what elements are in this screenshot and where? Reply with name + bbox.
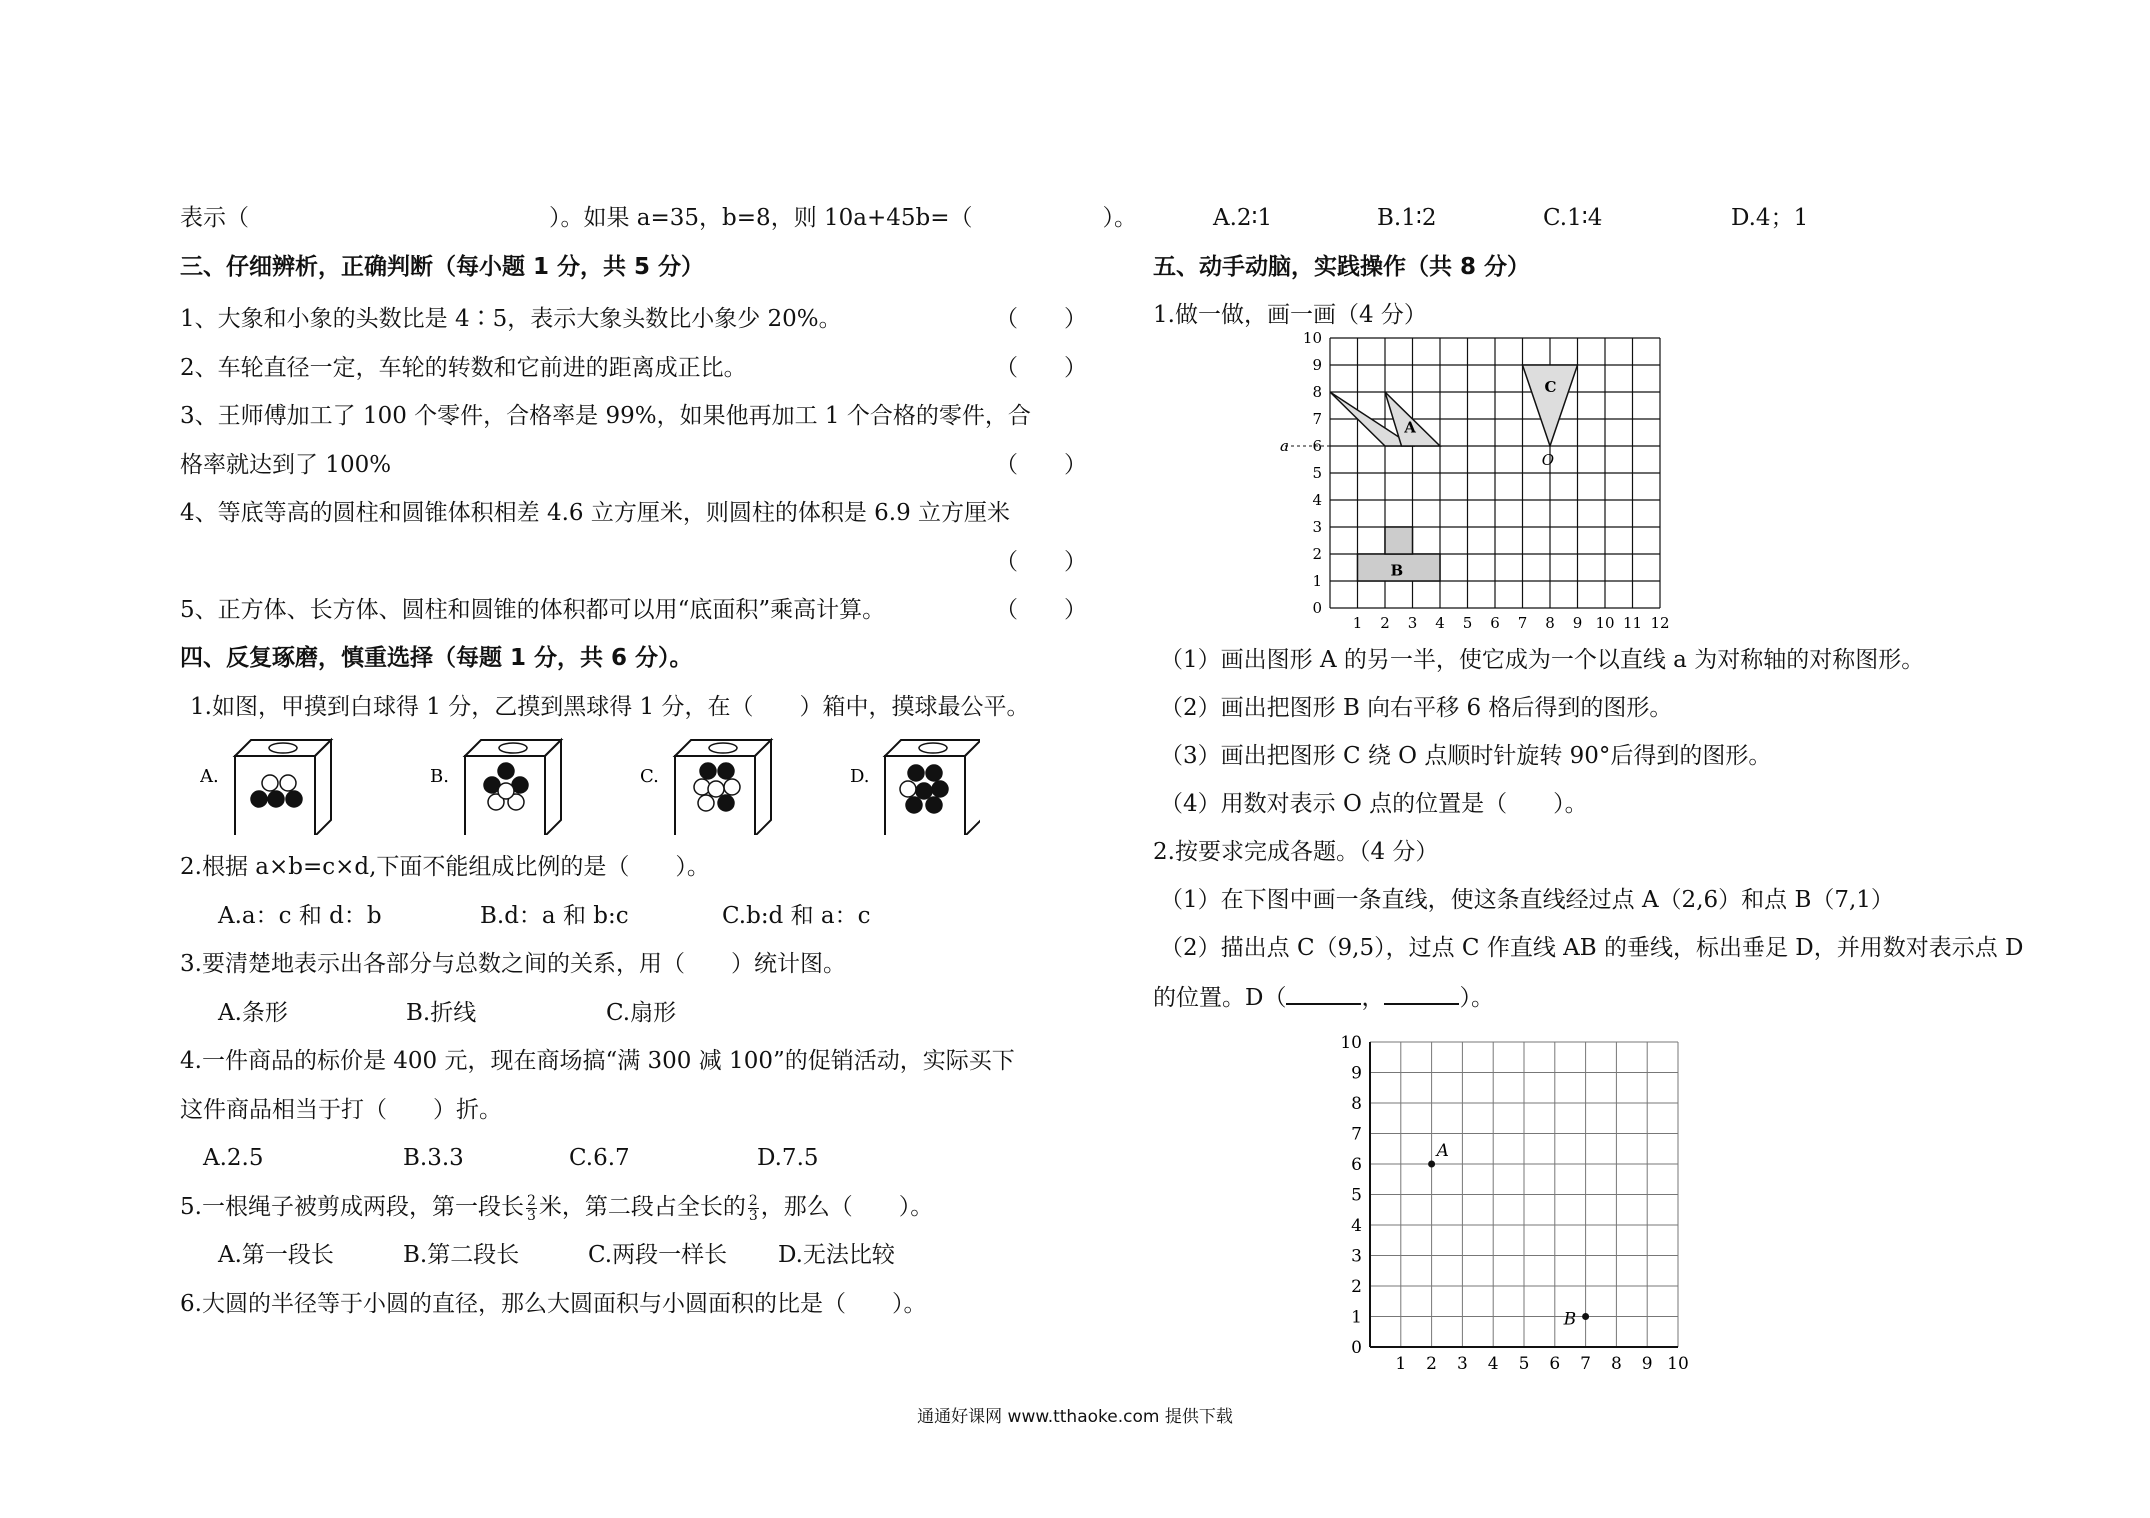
text: ）。 bbox=[1459, 985, 1494, 1011]
s3-q3a: 3、王师傅加工了 100 个零件，合格率是 99%，如果他再加工 1 个合格的零件，合 bbox=[180, 403, 1031, 429]
x-tick-label: 2 bbox=[1380, 614, 1390, 632]
black-ball bbox=[926, 765, 942, 781]
option-b[interactable]: B.折线 bbox=[406, 1000, 477, 1026]
label-B: B bbox=[1390, 561, 1404, 580]
black-ball bbox=[926, 797, 942, 813]
white-ball bbox=[724, 779, 740, 795]
y-tick-label: 8 bbox=[1312, 383, 1322, 401]
option-d[interactable]: D.无法比较 bbox=[778, 1242, 895, 1268]
option-b[interactable]: B.1∶2 bbox=[1377, 205, 1437, 231]
text: ）。如果 a=35，b=8，则 10a+45b=（ bbox=[549, 205, 973, 231]
fraction-numerator: 2 bbox=[748, 1192, 758, 1209]
s3-q4a: 4、等底等高的圆柱和圆锥体积相差 4.6 立方厘米，则圆柱的体积是 6.9 立方厘米 bbox=[180, 500, 1011, 526]
black-ball bbox=[286, 791, 302, 807]
ball-boxes-figure bbox=[200, 720, 980, 835]
black-ball bbox=[718, 763, 734, 779]
fraction-denominator: 3 bbox=[748, 1207, 758, 1224]
x-tick-label: 2 bbox=[1426, 1354, 1438, 1374]
y-tick-label: 4 bbox=[1312, 491, 1322, 509]
x-tick-label: 9 bbox=[1572, 614, 1583, 632]
s3-q3-answer[interactable]: （ ） bbox=[995, 452, 1087, 478]
s4-q1: 1.如图，甲摸到白球得 1 分，乙摸到黑球得 1 分，在（ ）箱中，摸球最公平。 bbox=[190, 694, 1030, 720]
option-a[interactable]: A.a：c 和 d：b bbox=[218, 903, 382, 929]
x-tick-label: 6 bbox=[1549, 1354, 1561, 1374]
s4-q5-options bbox=[218, 1240, 895, 1270]
y-tick-label: 5 bbox=[1351, 1185, 1362, 1206]
box-label: A. bbox=[200, 766, 219, 787]
point-B bbox=[1582, 1313, 1589, 1320]
label-point-B: B bbox=[1563, 1309, 1577, 1330]
s5-part2-title: 2.按要求完成各题。（4 分） bbox=[1153, 839, 1439, 865]
x-tick-label: 4 bbox=[1435, 614, 1445, 632]
s4-q4a: 4.一件商品的标价是 400 元，现在商场搞“满 300 减 100”的促销活动，实际买下 bbox=[180, 1048, 1015, 1074]
x-tick-label: 7 bbox=[1517, 614, 1528, 632]
box-label: B. bbox=[430, 766, 449, 787]
x-tick-label: 4 bbox=[1487, 1354, 1499, 1374]
box-opening bbox=[269, 743, 297, 753]
section4-title: 四、反复琢磨，慎重选择（每题 1 分，共 6 分）。 bbox=[180, 645, 693, 671]
x-tick-label: 9 bbox=[1641, 1354, 1653, 1374]
s3-q5-answer[interactable]: （ ） bbox=[995, 597, 1087, 623]
white-ball bbox=[262, 775, 278, 791]
s4-q4-options bbox=[203, 1143, 819, 1173]
s3-q1-answer[interactable]: （ ） bbox=[995, 306, 1087, 332]
s5-p1-item4: （4）用数对表示 O 点的位置是（ ）。 bbox=[1160, 791, 1588, 817]
black-ball bbox=[908, 765, 924, 781]
y-tick-label: 6 bbox=[1351, 1155, 1362, 1175]
option-c[interactable]: C.扇形 bbox=[606, 1000, 677, 1026]
fraction bbox=[526, 1194, 537, 1223]
s4-q6: 6.大圆的半径等于小圆的直径，那么大圆面积与小圆面积的比是（ ）。 bbox=[180, 1291, 927, 1317]
option-c[interactable]: C.b:d 和 a：c bbox=[722, 903, 871, 929]
option-c[interactable]: C.两段一样长 bbox=[588, 1242, 728, 1268]
box-side bbox=[545, 740, 561, 835]
y-tick-label: 0 bbox=[1351, 1338, 1362, 1358]
s3-q1 bbox=[180, 304, 842, 334]
text: 5.一根绳子被剪成两段，第一段长 bbox=[180, 1194, 524, 1220]
s5-p2-item2a: （2）描出点 C（9,5），过点 C 作直线 AB 的垂线，标出垂足 D，并用数对表示点 D bbox=[1160, 935, 2024, 961]
y-tick-label: 9 bbox=[1312, 356, 1322, 374]
s4-q3: 3.要清楚地表示出各部分与总数之间的关系，用（ ）统计图。 bbox=[180, 951, 846, 977]
shape-b-top bbox=[1385, 527, 1413, 554]
y-tick-label: 10 bbox=[1340, 1033, 1362, 1053]
top-line bbox=[180, 203, 1137, 233]
option-b[interactable]: B.d：a 和 b:c bbox=[480, 903, 629, 929]
ball-box bbox=[200, 740, 331, 835]
s5-p2-item2b bbox=[1153, 981, 1494, 1013]
label-point-A: A bbox=[1436, 1141, 1449, 1161]
option-c[interactable]: C.6.7 bbox=[569, 1145, 630, 1171]
s5-p1-item1: （1）画出图形 A 的另一半，使它成为一个以直线 a 为对称轴的对称图形。 bbox=[1160, 647, 1925, 673]
x-tick-label: 3 bbox=[1407, 614, 1418, 632]
option-a[interactable]: A.第一段长 bbox=[218, 1242, 334, 1268]
box-label: C. bbox=[640, 766, 659, 787]
answer-blank-y[interactable] bbox=[1384, 981, 1459, 1005]
q6-options bbox=[1213, 203, 1808, 233]
point-A bbox=[1428, 1161, 1435, 1168]
y-tick-label: 3 bbox=[1351, 1246, 1362, 1267]
y-tick-label: 3 bbox=[1312, 518, 1322, 536]
box-opening bbox=[919, 743, 947, 753]
s5-p2-item1: （1）在下图中画一条直线，使这条直线经过点 A（2,6）和点 B（7,1） bbox=[1160, 887, 1894, 913]
option-a[interactable]: A.2.5 bbox=[203, 1145, 264, 1171]
text: 的位置。D（ bbox=[1153, 985, 1287, 1011]
box-side bbox=[315, 740, 331, 835]
option-a[interactable]: A.条形 bbox=[218, 1000, 288, 1026]
x-tick-label: 11 bbox=[1622, 614, 1643, 632]
option-a[interactable]: A.2∶1 bbox=[1213, 205, 1273, 231]
x-tick-label: 3 bbox=[1456, 1354, 1468, 1374]
fraction-numerator: 2 bbox=[526, 1192, 536, 1209]
s4-q4b: 这件商品相当于打（ ）折。 bbox=[180, 1097, 502, 1123]
text: ，那么（ ）。 bbox=[760, 1194, 934, 1220]
text: ）。 bbox=[1102, 205, 1138, 231]
black-ball bbox=[916, 783, 932, 799]
text: 表示（ bbox=[180, 205, 249, 231]
black-ball bbox=[700, 763, 716, 779]
y-tick-label: 0 bbox=[1312, 599, 1322, 617]
fraction-denominator: 3 bbox=[526, 1207, 536, 1224]
text: 1、大象和小象的头数比是 4∶5，表示大象头数比小象少 20%。 bbox=[180, 306, 842, 332]
section3-title: 三、仔细辨析，正确判断（每小题 1 分，共 5 分） bbox=[180, 254, 705, 280]
option-c[interactable]: C.1∶4 bbox=[1543, 205, 1603, 231]
option-b[interactable]: B.3.3 bbox=[403, 1145, 464, 1171]
black-ball bbox=[251, 791, 267, 807]
box-label: D. bbox=[850, 766, 870, 787]
black-ball bbox=[718, 795, 734, 811]
y-tick-label: 2 bbox=[1312, 545, 1322, 563]
option-d[interactable]: D.4；1 bbox=[1731, 205, 1809, 231]
y-tick-label: 1 bbox=[1351, 1307, 1362, 1328]
ball-box bbox=[430, 740, 561, 835]
s4-q2-options bbox=[218, 901, 871, 931]
section5-title: 五、动手动脑，实践操作（共 8 分） bbox=[1153, 254, 1531, 280]
s4-q5 bbox=[180, 1192, 933, 1223]
option-d[interactable]: D.7.5 bbox=[757, 1145, 819, 1171]
white-ball bbox=[280, 775, 296, 791]
ball-box bbox=[640, 740, 771, 835]
ball-box bbox=[850, 740, 980, 835]
option-b[interactable]: B.第二段长 bbox=[403, 1242, 520, 1268]
x-tick-label: 5 bbox=[1462, 614, 1473, 632]
y-tick-label: 6 bbox=[1312, 437, 1322, 455]
s3-q5: 5、正方体、长方体、圆柱和圆锥的体积都可以用“底面积”乘高计算。 bbox=[180, 597, 886, 623]
answer-blank-x[interactable] bbox=[1286, 981, 1361, 1005]
x-tick-label: 8 bbox=[1610, 1354, 1622, 1374]
x-tick-label: 10 bbox=[1667, 1354, 1689, 1374]
s5-part1-title: 1.做一做，画一画（4 分） bbox=[1153, 302, 1427, 328]
box-side bbox=[965, 740, 980, 835]
black-ball bbox=[268, 791, 284, 807]
s4-q3-options bbox=[218, 998, 676, 1028]
y-tick-label: 8 bbox=[1351, 1094, 1362, 1114]
s3-q3b: 格率就达到了 100% bbox=[180, 452, 392, 478]
text: ， bbox=[1361, 985, 1385, 1011]
label-C: C bbox=[1544, 378, 1557, 396]
y-tick-label: 5 bbox=[1312, 464, 1322, 482]
white-ball bbox=[698, 795, 714, 811]
x-tick-label: 1 bbox=[1352, 614, 1363, 632]
s3-q2-answer[interactable]: （ ） bbox=[995, 355, 1087, 381]
x-tick-label: 6 bbox=[1490, 614, 1500, 632]
y-tick-label: 7 bbox=[1351, 1124, 1362, 1145]
grid-figure-2 bbox=[1325, 1027, 1705, 1387]
label-a: a bbox=[1280, 437, 1289, 455]
box-opening bbox=[709, 743, 737, 753]
s4-q2: 2.根据 a×b=c×d,下面不能组成比例的是（ ）。 bbox=[180, 854, 710, 880]
box-side bbox=[755, 740, 771, 835]
label-O: O bbox=[1541, 450, 1555, 469]
white-ball bbox=[498, 783, 514, 799]
x-tick-label: 5 bbox=[1518, 1354, 1530, 1374]
x-tick-label: 1 bbox=[1395, 1354, 1407, 1374]
white-ball bbox=[708, 781, 724, 797]
label-A: A bbox=[1404, 418, 1416, 437]
x-tick-label: 12 bbox=[1650, 614, 1670, 632]
y-tick-label: 2 bbox=[1351, 1277, 1362, 1297]
s3-q4-answer[interactable]: （ ） bbox=[995, 549, 1087, 575]
grid-figure-1 bbox=[1280, 330, 1695, 632]
black-ball bbox=[498, 763, 514, 779]
s5-p1-item3: （3）画出把图形 C 绕 O 点顺时针旋转 90°后得到的图形。 bbox=[1160, 743, 1772, 769]
box-opening bbox=[499, 743, 527, 753]
y-tick-label: 1 bbox=[1312, 572, 1322, 590]
fraction bbox=[748, 1194, 759, 1223]
y-tick-label: 10 bbox=[1302, 330, 1322, 347]
y-tick-label: 4 bbox=[1351, 1216, 1362, 1236]
x-tick-label: 10 bbox=[1595, 614, 1615, 632]
black-ball bbox=[932, 781, 948, 797]
y-tick-label: 7 bbox=[1312, 410, 1322, 428]
x-tick-label: 8 bbox=[1545, 614, 1555, 632]
white-ball bbox=[900, 781, 916, 797]
s5-p1-item2: （2）画出把图形 B 向右平移 6 格后得到的图形。 bbox=[1160, 695, 1673, 721]
y-tick-label: 9 bbox=[1351, 1063, 1362, 1084]
x-tick-label: 7 bbox=[1580, 1354, 1592, 1374]
black-ball bbox=[906, 797, 922, 813]
footer-source: 通通好课网 www.tthaoke.com 提供下载 bbox=[917, 1407, 1233, 1427]
s3-q2: 2、车轮直径一定，车轮的转数和它前进的距离成正比。 bbox=[180, 355, 747, 381]
text: 米，第二段占全长的 bbox=[538, 1194, 746, 1220]
